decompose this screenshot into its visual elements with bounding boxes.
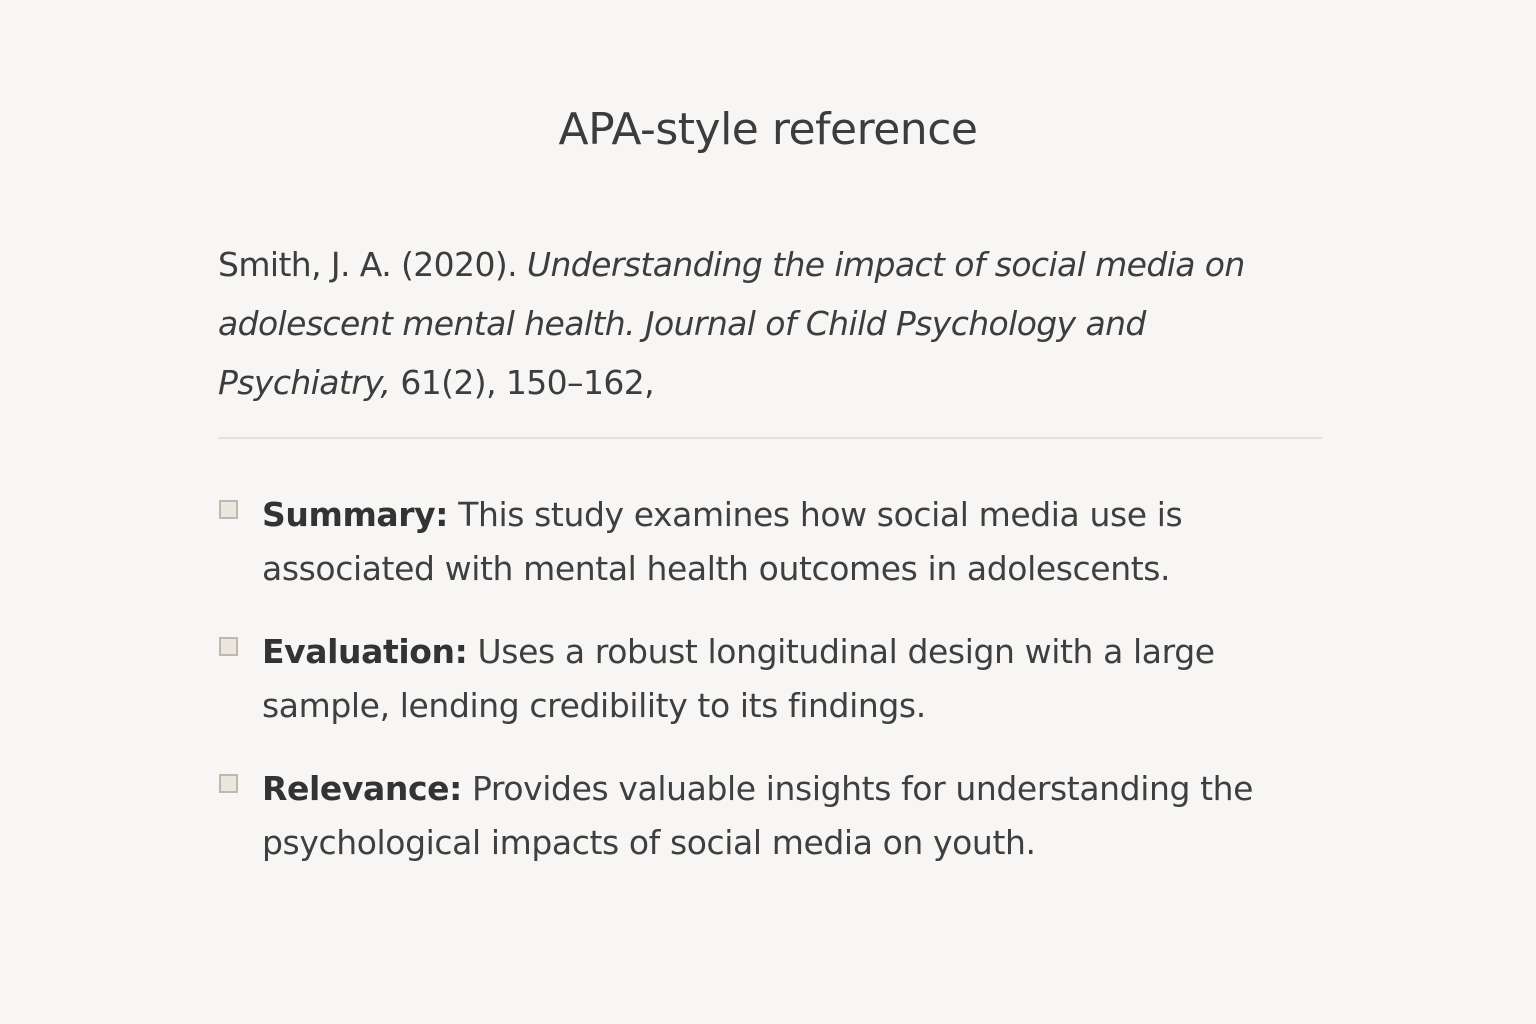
relevance-checkbox[interactable] [219, 774, 238, 793]
reference-pages: 150–162, [505, 363, 655, 402]
list-item-relevance [218, 762, 1328, 870]
divider [218, 437, 1322, 439]
evaluation-checkbox[interactable] [219, 637, 238, 656]
apa-reference [218, 235, 1328, 412]
reference-journal: Journal of Child Psychology and Psychiatry, [218, 304, 1146, 402]
evaluation-text: Uses a robust longitudinal design with a large sample, lending credibility to its findings. [262, 632, 1215, 725]
page-title: APA-style reference [558, 104, 978, 155]
reference-volume-issue: 61(2), [400, 363, 496, 402]
summary-text: This study examines how social media use is associated with mental health outcomes in adolescents. [262, 495, 1183, 588]
evaluation-label: Evaluation: [262, 632, 468, 671]
relevance-label: Relevance: [262, 769, 462, 808]
list-item-evaluation [218, 625, 1328, 733]
reference-authors-year: Smith, J. A. (2020). [218, 245, 518, 284]
relevance-text: Provides valuable insights for understanding the psychological impacts of social media on youth. [262, 769, 1254, 862]
reference-article-title: Understanding the impact of social media on adolescent mental health. [218, 245, 1245, 343]
summary-label: Summary: [262, 495, 449, 534]
list-item-summary [218, 488, 1328, 596]
annotation-list [218, 488, 1328, 899]
summary-checkbox[interactable] [219, 500, 238, 519]
